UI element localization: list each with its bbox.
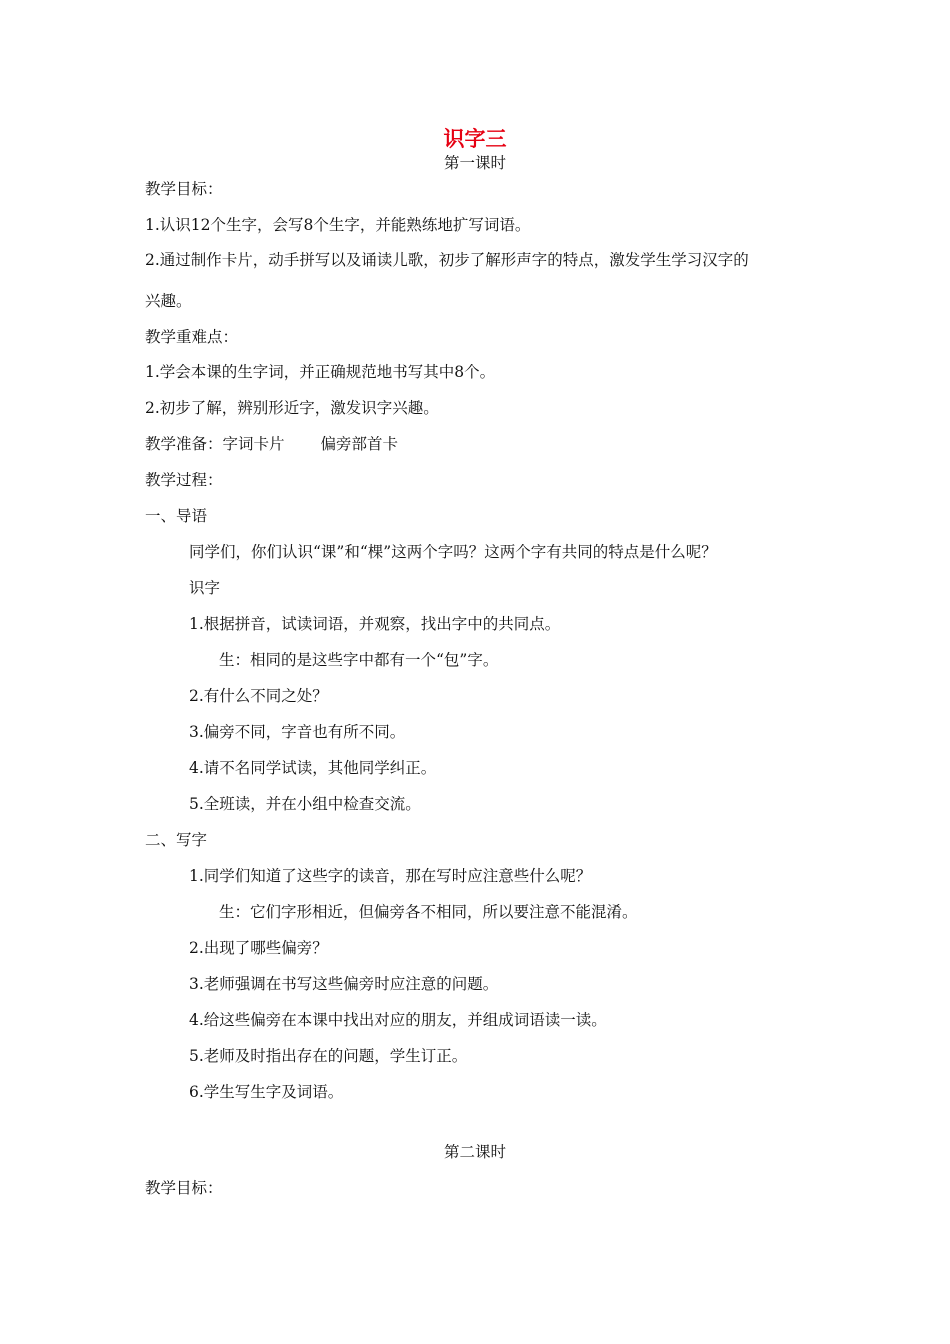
process-heading: 教学过程： xyxy=(145,471,223,489)
objective-1: 1.认识12个生字，会写8个生字，并能熟练地扩写词语。 xyxy=(145,216,531,234)
objective-2-cont: 兴趣。 xyxy=(145,292,192,310)
section2-step-5: 5.老师及时指出存在的问题，学生订正。 xyxy=(189,1047,468,1065)
key-points-heading: 教学重难点： xyxy=(145,328,239,346)
section2-step-2: 2.出现了哪些偏旁？ xyxy=(189,939,328,957)
section2-step-1: 1.同学们知道了这些字的读音，那在写时应注意些什么呢？ xyxy=(189,867,592,885)
lesson2-heading: 第二课时 xyxy=(443,1143,506,1161)
section1-step-2: 2.有什么不同之处？ xyxy=(189,687,328,705)
preparation-label: 教学准备： xyxy=(145,435,223,453)
objective-2: 2.通过制作卡片，动手拼写以及诵读儿歌，初步了解形声字的特点，激发学生学习汉字的 xyxy=(145,251,749,269)
section1-subheading: 识字 xyxy=(189,579,221,597)
doc-title: 识字三 xyxy=(443,127,507,151)
objectives-heading: 教学目标： xyxy=(145,180,223,198)
section1-student-answer: 生：相同的是这些字中都有一个“包”字。 xyxy=(219,651,499,669)
key-point-1: 1.学会本课的生字词，并正确规范地书写其中8个。 xyxy=(145,363,496,381)
preparation-item-1: 字词卡片 xyxy=(222,435,285,453)
section1-heading: 一、导语 xyxy=(145,507,208,525)
lesson1-heading: 第一课时 xyxy=(443,154,506,172)
preparation-line xyxy=(145,434,398,454)
preparation-item-2: 偏旁部首卡 xyxy=(320,435,399,453)
key-point-2: 2.初步了解，辨别形近字，激发识字兴趣。 xyxy=(145,399,439,417)
section2-step-3: 3.老师强调在书写这些偏旁时应注意的问题。 xyxy=(189,975,499,993)
section1-step-5: 5.全班读，并在小组中检查交流。 xyxy=(189,795,421,813)
section2-heading: 二、写字 xyxy=(145,831,208,849)
section2-step-6: 6.学生写生字及词语。 xyxy=(189,1083,344,1101)
section2-student-answer: 生：它们字形相近，但偏旁各不相同，所以要注意不能混淆。 xyxy=(219,903,638,921)
section1-step-3: 3.偏旁不同，字音也有所不同。 xyxy=(189,723,406,741)
section1-intro: 同学们，你们认识“课”和“棵”这两个字吗？这两个字有共同的特点是什么呢？ xyxy=(189,543,717,561)
lesson2-objectives-heading: 教学目标： xyxy=(145,1179,223,1197)
section1-step-4: 4.请不名同学试读，其他同学纠正。 xyxy=(189,759,437,777)
section2-step-4: 4.给这些偏旁在本课中找出对应的朋友，并组成词语读一读。 xyxy=(189,1011,607,1029)
section1-step-1: 1.根据拼音，试读词语，并观察，找出字中的共同点。 xyxy=(189,615,561,633)
